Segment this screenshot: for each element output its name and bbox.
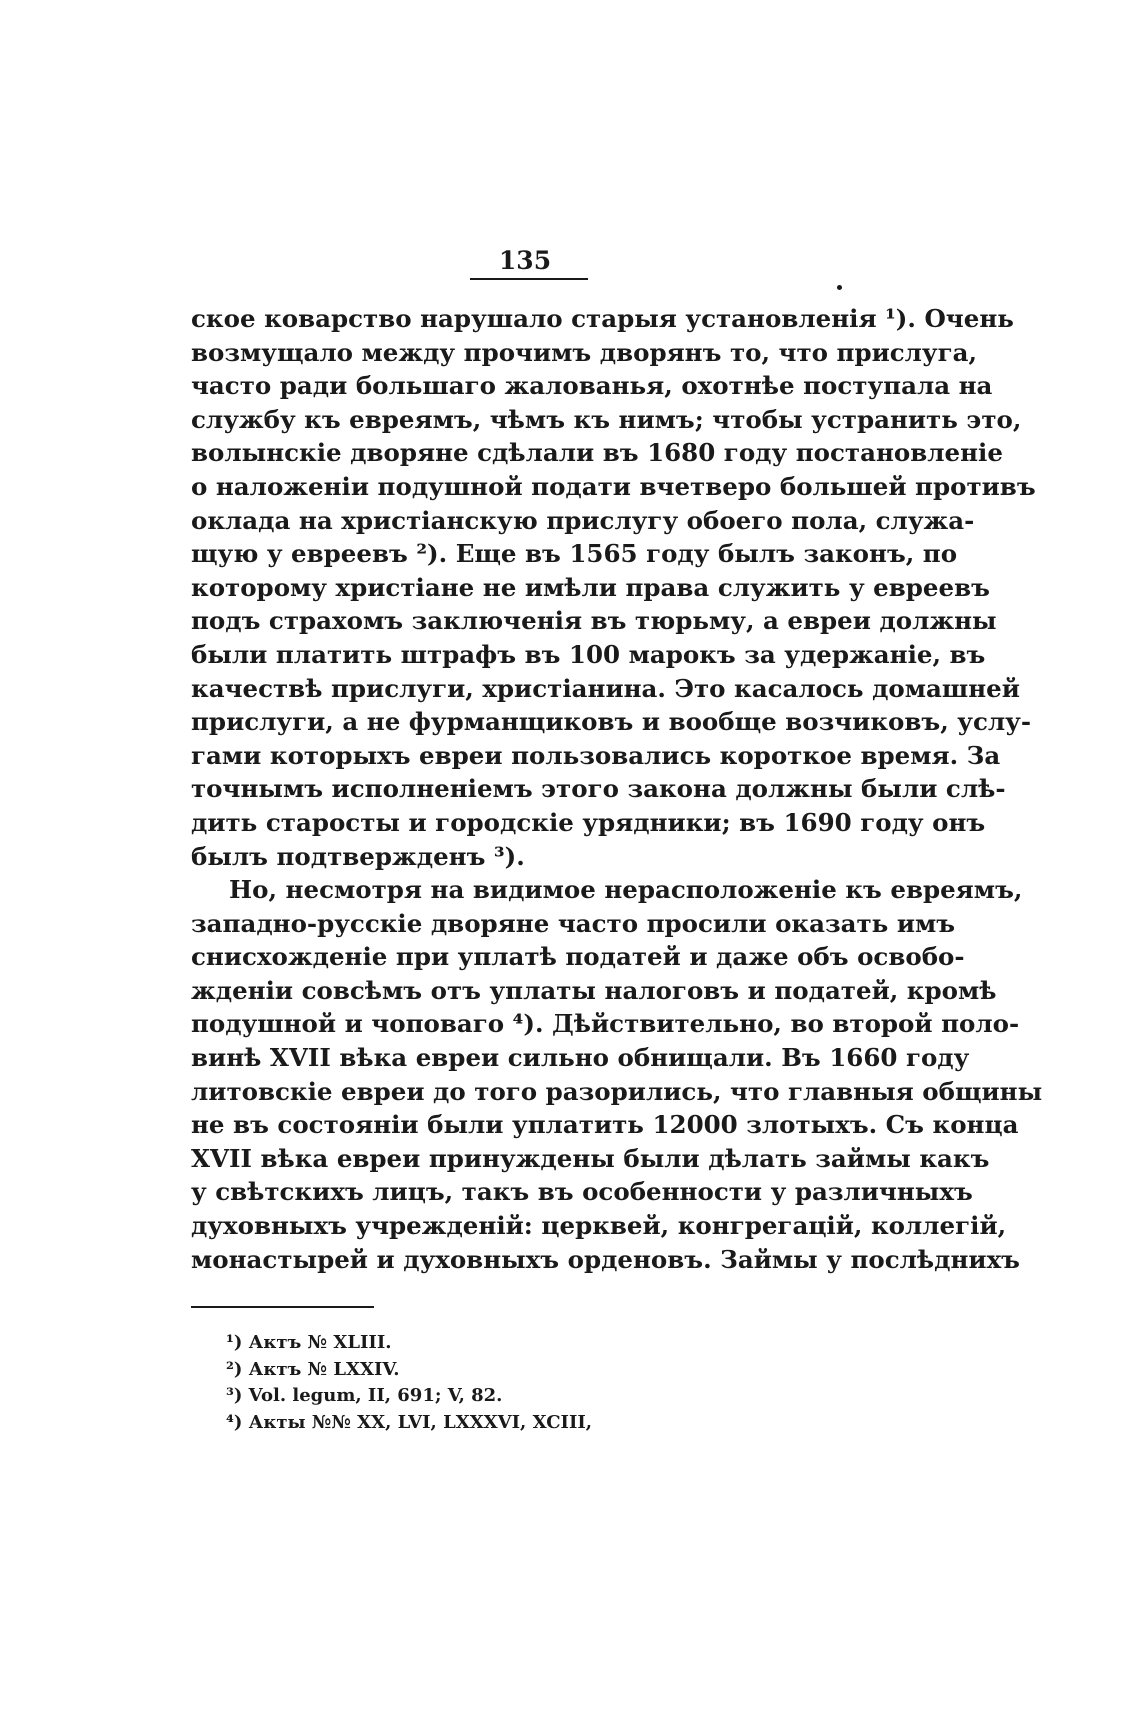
text-line: не въ состояніи были уплатить 12000 злотыхъ. Съ конца [191, 1110, 1019, 1140]
page-number: 135 [498, 246, 552, 275]
text-line: качествѣ прислуги, христіанина. Это касалось домашней [191, 673, 1020, 703]
text-line: подъ страхомъ заключенія въ тюрьму, а евреи должны [191, 606, 997, 636]
footnotes [226, 1330, 826, 1436]
footnote: ⁴) Акты №№ XX, LVI, LXXXVI, XCIII, [226, 1411, 593, 1433]
text-line: дить старосты и городскіе урядники; въ 1690 году онъ [191, 807, 986, 837]
text-line: гами которыхъ евреи пользовались короткое время. За [191, 740, 1001, 770]
text-line: службу къ евреямъ, чѣмъ къ нимъ; чтобы устранить это, [191, 404, 1022, 434]
text-line: ское коварство нарушало старыя установленія ¹). Очень [191, 304, 1014, 333]
text-line: XVII вѣка евреи принуждены были дѣлать займы какъ [191, 1143, 990, 1173]
stray-dot [837, 285, 842, 290]
text-line: западно-русскіе дворяне часто просили оказать имъ [191, 908, 956, 938]
text-line: о наложеніи подушной подати вчетверо большей противъ [191, 471, 1036, 501]
text-line: подушной и чоповаго ⁴). Дѣйствительно, во второй поло- [191, 1009, 1020, 1039]
footnote: ²) Актъ № LXXIV. [226, 1358, 400, 1380]
text-line: которому христіане не имѣли права служить у евреевъ [191, 572, 990, 602]
text-line: возмущало между прочимъ дворянъ то, что прислуга, [191, 337, 978, 367]
text-line: Но, несмотря на видимое нерасположеніе къ евреямъ, [229, 875, 1023, 905]
text-line: прислуги, а не фурманщиковъ и вообще возчиковъ, услу- [191, 707, 1031, 737]
text-line: духовныхъ учрежденій: церквей, конгрегацій, коллегій, [191, 1211, 1007, 1241]
footnote: ³) Vol. legum, II, 691; V, 82. [226, 1385, 503, 1406]
text-line: оклада на христіанскую прислугу обоего пола, служа- [191, 505, 975, 535]
text-line: снисхожденіе при уплатѣ податей и даже объ освобо- [191, 942, 965, 972]
text-line: волынскіе дворяне сдѣлали въ 1680 году постановленіе [191, 438, 1003, 468]
text-line: жденіи совсѣмъ отъ уплаты налоговъ и податей, кромѣ [191, 975, 997, 1005]
footnote: ¹) Актъ № XLIII. [226, 1332, 392, 1353]
text-line: былъ подтвержденъ ³). [191, 841, 525, 871]
text-line: монастырей и духовныхъ орденовъ. Займы у послѣднихъ [191, 1244, 1020, 1274]
text-line: щую у евреевъ ²). Еще въ 1565 году былъ законъ, по [191, 539, 958, 569]
body-text [191, 302, 1043, 1276]
text-line: у свѣтскихъ лицъ, такъ въ особенности у различныхъ [191, 1177, 973, 1207]
page-number-rule [470, 278, 588, 280]
text-line: литовскіе евреи до того разорились, что главныя общины [191, 1076, 1043, 1106]
text-line: были платить штрафъ въ 100 марокъ за удержаніе, въ [191, 639, 986, 669]
text-line: часто ради большаго жалованья, охотнѣе поступала на [191, 371, 993, 401]
text-line: точнымъ исполненіемъ этого закона должны были слѣ- [191, 774, 1006, 804]
text-line: винѣ XVII вѣка евреи сильно обнищали. Въ 1660 году [191, 1043, 970, 1073]
footnote-rule [191, 1306, 374, 1308]
